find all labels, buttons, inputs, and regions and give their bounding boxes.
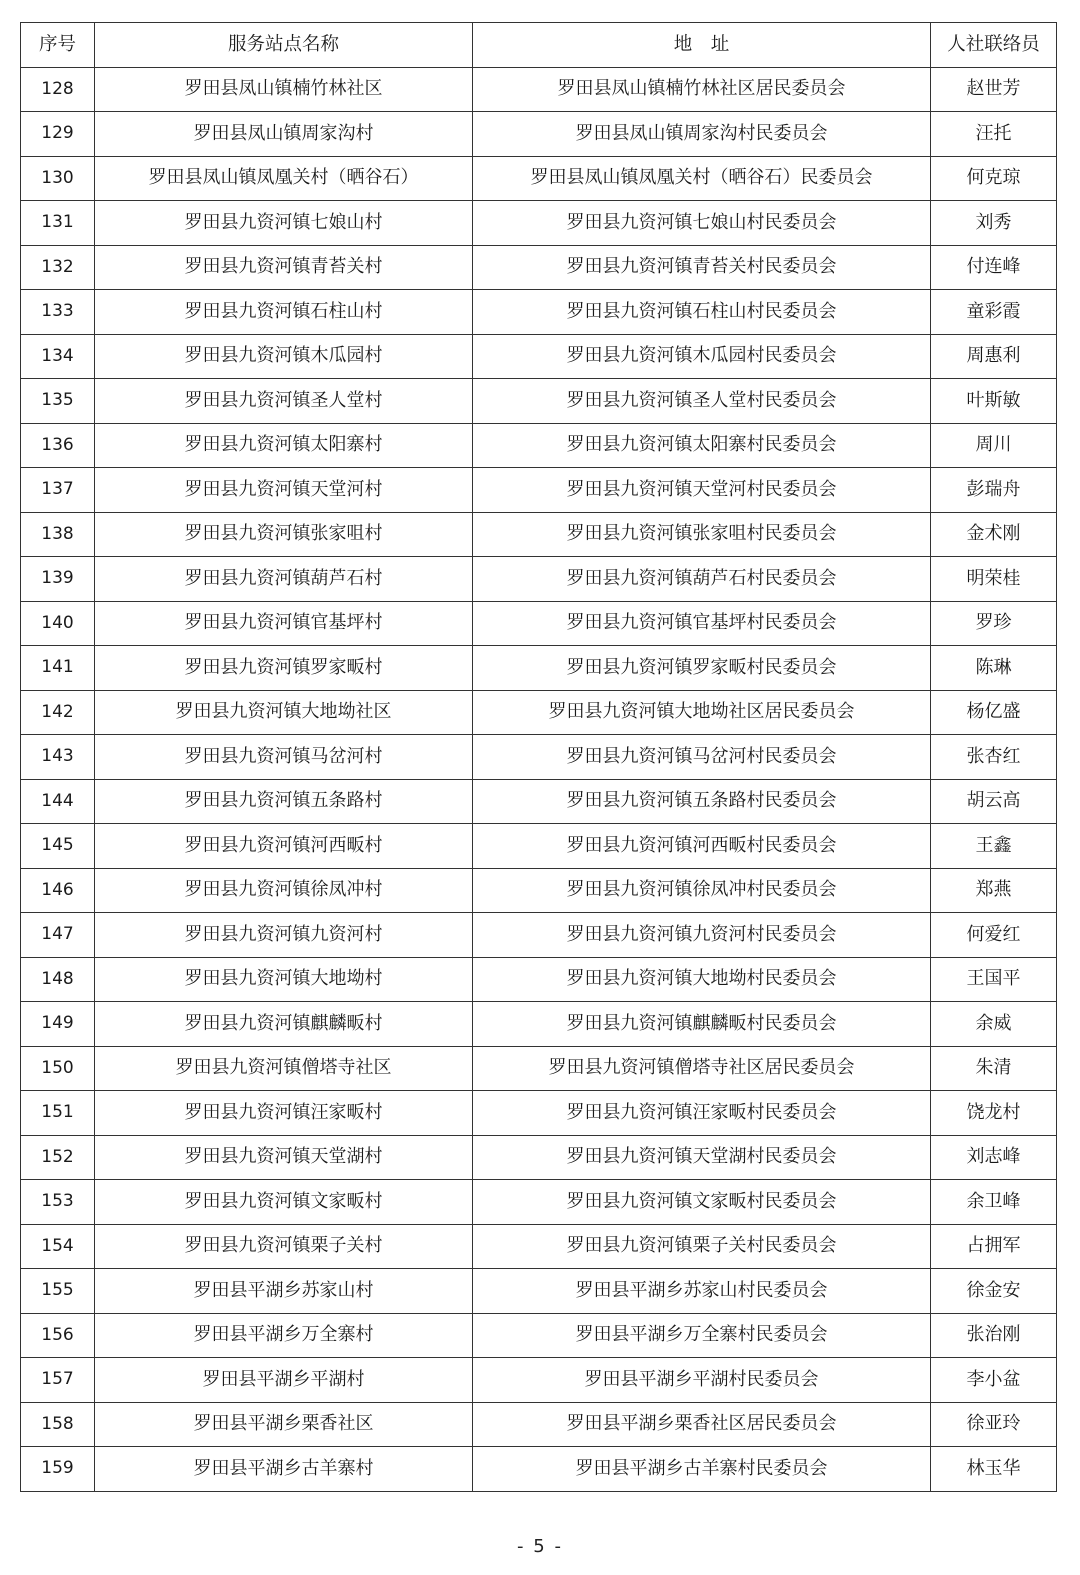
service-station-table <box>20 22 1057 1492</box>
table-row <box>21 1046 1057 1091</box>
station-name-cell: 罗田县九资河镇张家咀村 <box>95 512 473 557</box>
table-row <box>21 1002 1057 1047</box>
station-name-cell: 罗田县平湖乡平湖村 <box>95 1358 473 1403</box>
liaison-cell: 林玉华 <box>931 1447 1057 1492</box>
address-cell: 罗田县凤山镇周家沟村民委员会 <box>473 112 931 157</box>
serial-number-cell: 151 <box>21 1091 95 1136</box>
address-cell: 罗田县平湖乡平湖村民委员会 <box>473 1358 931 1403</box>
station-name-cell: 罗田县九资河镇葫芦石村 <box>95 557 473 602</box>
table-row <box>21 779 1057 824</box>
station-name-cell: 罗田县九资河镇汪家畈村 <box>95 1091 473 1136</box>
table-row <box>21 557 1057 602</box>
station-name-cell: 罗田县凤山镇周家沟村 <box>95 112 473 157</box>
station-name-cell: 罗田县九资河镇太阳寨村 <box>95 423 473 468</box>
table-row <box>21 112 1057 157</box>
station-name-cell: 罗田县九资河镇五条路村 <box>95 779 473 824</box>
liaison-cell: 叶斯敏 <box>931 379 1057 424</box>
address-cell: 罗田县九资河镇官基坪村民委员会 <box>473 601 931 646</box>
serial-number-cell: 138 <box>21 512 95 557</box>
table-row <box>21 1358 1057 1403</box>
address-cell: 罗田县九资河镇青苔关村民委员会 <box>473 245 931 290</box>
liaison-cell: 徐金安 <box>931 1269 1057 1314</box>
serial-number-cell: 158 <box>21 1402 95 1447</box>
address-cell: 罗田县凤山镇楠竹林社区居民委员会 <box>473 67 931 112</box>
serial-number-cell: 153 <box>21 1180 95 1225</box>
table-header <box>21 23 1057 68</box>
serial-number-cell: 148 <box>21 957 95 1002</box>
address-cell: 罗田县平湖乡苏家山村民委员会 <box>473 1269 931 1314</box>
liaison-cell: 童彩霞 <box>931 290 1057 335</box>
serial-number-cell: 150 <box>21 1046 95 1091</box>
station-name-cell: 罗田县凤山镇楠竹林社区 <box>95 67 473 112</box>
liaison-cell: 李小盆 <box>931 1358 1057 1403</box>
serial-number-cell: 130 <box>21 156 95 201</box>
table-row <box>21 67 1057 112</box>
liaison-cell: 陈琳 <box>931 646 1057 691</box>
station-name-cell: 罗田县九资河镇木瓜园村 <box>95 334 473 379</box>
serial-number-cell: 132 <box>21 245 95 290</box>
address-cell: 罗田县九资河镇麒麟畈村民委员会 <box>473 1002 931 1047</box>
page-number: - 5 - <box>517 1536 563 1557</box>
table-body <box>21 67 1057 1491</box>
liaison-cell: 杨亿盛 <box>931 690 1057 735</box>
table-row <box>21 379 1057 424</box>
serial-number-cell: 154 <box>21 1224 95 1269</box>
address-cell: 罗田县九资河镇河西畈村民委员会 <box>473 824 931 869</box>
station-name-cell: 罗田县凤山镇凤凰关村（晒谷石） <box>95 156 473 201</box>
station-name-cell: 罗田县九资河镇文家畈村 <box>95 1180 473 1225</box>
address-cell: 罗田县九资河镇圣人堂村民委员会 <box>473 379 931 424</box>
serial-number-cell: 156 <box>21 1313 95 1358</box>
serial-number-cell: 141 <box>21 646 95 691</box>
liaison-cell: 占拥军 <box>931 1224 1057 1269</box>
station-name-cell: 罗田县九资河镇九资河村 <box>95 913 473 958</box>
table-row <box>21 957 1057 1002</box>
liaison-cell: 张杏红 <box>931 735 1057 780</box>
table-row <box>21 245 1057 290</box>
serial-number-cell: 149 <box>21 1002 95 1047</box>
address-cell: 罗田县九资河镇九资河村民委员会 <box>473 913 931 958</box>
liaison-cell: 赵世芳 <box>931 67 1057 112</box>
address-cell: 罗田县凤山镇凤凰关村（晒谷石）民委员会 <box>473 156 931 201</box>
serial-number-cell: 134 <box>21 334 95 379</box>
table-row <box>21 1269 1057 1314</box>
station-name-cell: 罗田县九资河镇天堂湖村 <box>95 1135 473 1180</box>
liaison-cell: 周川 <box>931 423 1057 468</box>
serial-number-cell: 139 <box>21 557 95 602</box>
header-liaison: 人社联络员 <box>931 23 1057 68</box>
table-row <box>21 423 1057 468</box>
station-name-cell: 罗田县九资河镇僧塔寺社区 <box>95 1046 473 1091</box>
address-cell: 罗田县九资河镇徐凤冲村民委员会 <box>473 868 931 913</box>
address-cell: 罗田县九资河镇天堂河村民委员会 <box>473 468 931 513</box>
liaison-cell: 王国平 <box>931 957 1057 1002</box>
station-name-cell: 罗田县九资河镇罗家畈村 <box>95 646 473 691</box>
address-cell: 罗田县平湖乡古羊寨村民委员会 <box>473 1447 931 1492</box>
serial-number-cell: 136 <box>21 423 95 468</box>
serial-number-cell: 155 <box>21 1269 95 1314</box>
liaison-cell: 郑燕 <box>931 868 1057 913</box>
serial-number-cell: 128 <box>21 67 95 112</box>
liaison-cell: 付连峰 <box>931 245 1057 290</box>
table-row <box>21 646 1057 691</box>
liaison-cell: 金术刚 <box>931 512 1057 557</box>
serial-number-cell: 143 <box>21 735 95 780</box>
address-cell: 罗田县九资河镇文家畈村民委员会 <box>473 1180 931 1225</box>
liaison-cell: 王鑫 <box>931 824 1057 869</box>
liaison-cell: 张治刚 <box>931 1313 1057 1358</box>
serial-number-cell: 129 <box>21 112 95 157</box>
header-station-name: 服务站点名称 <box>95 23 473 68</box>
liaison-cell: 徐亚玲 <box>931 1402 1057 1447</box>
table-row <box>21 868 1057 913</box>
serial-number-cell: 140 <box>21 601 95 646</box>
liaison-cell: 胡云高 <box>931 779 1057 824</box>
liaison-cell: 刘志峰 <box>931 1135 1057 1180</box>
address-cell: 罗田县九资河镇罗家畈村民委员会 <box>473 646 931 691</box>
table-row <box>21 1447 1057 1492</box>
station-name-cell: 罗田县九资河镇大地坳村 <box>95 957 473 1002</box>
station-name-cell: 罗田县九资河镇大地坳社区 <box>95 690 473 735</box>
liaison-cell: 余威 <box>931 1002 1057 1047</box>
address-cell: 罗田县九资河镇葫芦石村民委员会 <box>473 557 931 602</box>
table-row <box>21 290 1057 335</box>
serial-number-cell: 135 <box>21 379 95 424</box>
table-row <box>21 468 1057 513</box>
address-cell: 罗田县九资河镇天堂湖村民委员会 <box>473 1135 931 1180</box>
address-cell: 罗田县九资河镇马岔河村民委员会 <box>473 735 931 780</box>
serial-number-cell: 152 <box>21 1135 95 1180</box>
table-row <box>21 1224 1057 1269</box>
liaison-cell: 明荣桂 <box>931 557 1057 602</box>
address-cell: 罗田县九资河镇太阳寨村民委员会 <box>473 423 931 468</box>
serial-number-cell: 159 <box>21 1447 95 1492</box>
liaison-cell: 何克琼 <box>931 156 1057 201</box>
table-row <box>21 913 1057 958</box>
table-row <box>21 601 1057 646</box>
address-cell: 罗田县九资河镇七娘山村民委员会 <box>473 201 931 246</box>
address-cell: 罗田县平湖乡万全寨村民委员会 <box>473 1313 931 1358</box>
address-cell: 罗田县九资河镇石柱山村民委员会 <box>473 290 931 335</box>
table-row <box>21 1180 1057 1225</box>
header-address: 地 址 <box>473 23 931 68</box>
table-row <box>21 156 1057 201</box>
table-row <box>21 690 1057 735</box>
table-row <box>21 201 1057 246</box>
liaison-cell: 饶龙村 <box>931 1091 1057 1136</box>
station-name-cell: 罗田县九资河镇徐凤冲村 <box>95 868 473 913</box>
liaison-cell: 朱清 <box>931 1046 1057 1091</box>
address-cell: 罗田县九资河镇木瓜园村民委员会 <box>473 334 931 379</box>
liaison-cell: 周惠利 <box>931 334 1057 379</box>
station-name-cell: 罗田县九资河镇栗子关村 <box>95 1224 473 1269</box>
serial-number-cell: 147 <box>21 913 95 958</box>
address-cell: 罗田县九资河镇汪家畈村民委员会 <box>473 1091 931 1136</box>
table-row <box>21 334 1057 379</box>
liaison-cell: 彭瑞舟 <box>931 468 1057 513</box>
liaison-cell: 汪托 <box>931 112 1057 157</box>
table-row <box>21 824 1057 869</box>
serial-number-cell: 145 <box>21 824 95 869</box>
station-name-cell: 罗田县九资河镇石柱山村 <box>95 290 473 335</box>
table-row <box>21 1135 1057 1180</box>
serial-number-cell: 137 <box>21 468 95 513</box>
station-name-cell: 罗田县九资河镇河西畈村 <box>95 824 473 869</box>
table-row <box>21 1402 1057 1447</box>
station-name-cell: 罗田县平湖乡栗香社区 <box>95 1402 473 1447</box>
table-row <box>21 512 1057 557</box>
serial-number-cell: 142 <box>21 690 95 735</box>
station-name-cell: 罗田县九资河镇官基坪村 <box>95 601 473 646</box>
address-cell: 罗田县九资河镇张家咀村民委员会 <box>473 512 931 557</box>
table-row <box>21 735 1057 780</box>
station-name-cell: 罗田县平湖乡苏家山村 <box>95 1269 473 1314</box>
header-row <box>21 23 1057 68</box>
liaison-cell: 何爱红 <box>931 913 1057 958</box>
liaison-cell: 罗珍 <box>931 601 1057 646</box>
address-cell: 罗田县九资河镇僧塔寺社区居民委员会 <box>473 1046 931 1091</box>
serial-number-cell: 157 <box>21 1358 95 1403</box>
station-name-cell: 罗田县平湖乡古羊寨村 <box>95 1447 473 1492</box>
address-cell: 罗田县九资河镇大地坳村民委员会 <box>473 957 931 1002</box>
serial-number-cell: 133 <box>21 290 95 335</box>
station-name-cell: 罗田县九资河镇七娘山村 <box>95 201 473 246</box>
header-serial-number: 序号 <box>21 23 95 68</box>
serial-number-cell: 131 <box>21 201 95 246</box>
station-name-cell: 罗田县九资河镇麒麟畈村 <box>95 1002 473 1047</box>
station-name-cell: 罗田县九资河镇天堂河村 <box>95 468 473 513</box>
serial-number-cell: 144 <box>21 779 95 824</box>
serial-number-cell: 146 <box>21 868 95 913</box>
table-row <box>21 1313 1057 1358</box>
liaison-cell: 刘秀 <box>931 201 1057 246</box>
station-name-cell: 罗田县平湖乡万全寨村 <box>95 1313 473 1358</box>
station-name-cell: 罗田县九资河镇青苔关村 <box>95 245 473 290</box>
station-name-cell: 罗田县九资河镇圣人堂村 <box>95 379 473 424</box>
address-cell: 罗田县九资河镇大地坳社区居民委员会 <box>473 690 931 735</box>
station-name-cell: 罗田县九资河镇马岔河村 <box>95 735 473 780</box>
address-cell: 罗田县平湖乡栗香社区居民委员会 <box>473 1402 931 1447</box>
address-cell: 罗田县九资河镇栗子关村民委员会 <box>473 1224 931 1269</box>
table-row <box>21 1091 1057 1136</box>
liaison-cell: 余卫峰 <box>931 1180 1057 1225</box>
address-cell: 罗田县九资河镇五条路村民委员会 <box>473 779 931 824</box>
